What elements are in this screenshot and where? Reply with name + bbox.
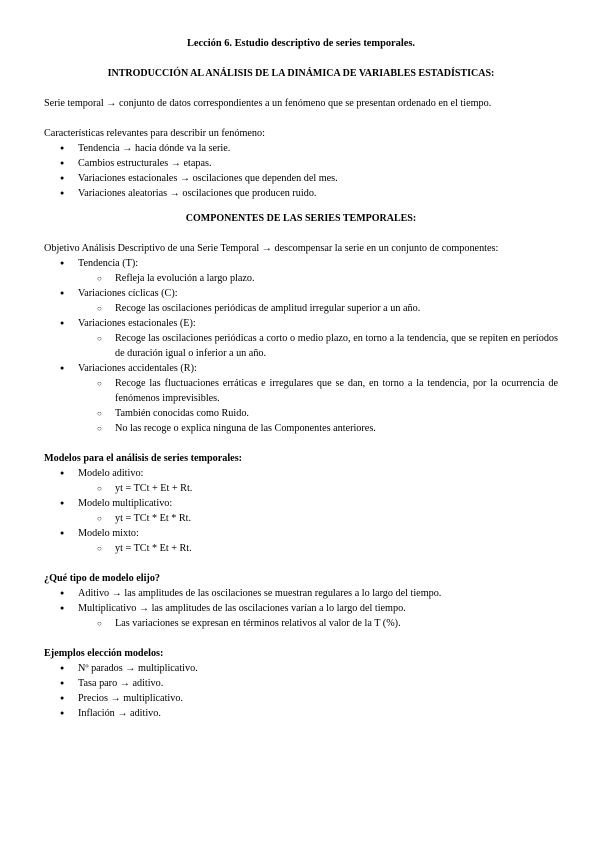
list-item: ● Variaciones estacionales → oscilaciones que dependen del mes.: [44, 171, 558, 186]
sub-list-item: ○ Recoge las oscilaciones periódicas de amplitud irregular superior a un año.: [44, 301, 558, 316]
components-list: [44, 256, 558, 436]
list-item: ● Aditivo → las amplitudes de las oscilaciones se muestran regulares a lo largo del tiempo.: [44, 586, 558, 601]
list-item: ● Nº parados → multiplicativo.: [44, 661, 558, 676]
features-lead: Características relevantes para describir un fenómeno:: [44, 128, 265, 139]
features-list: [44, 141, 558, 201]
choice-list: [44, 586, 558, 631]
sub-list-item: ○ No las recoge o explica ninguna de las Componentes anteriores.: [44, 421, 558, 436]
models-heading: Modelos para el análisis de series temporales:: [44, 453, 243, 464]
intro-paragraph: Serie temporal → conjunto de datos correspondientes a un fenómeno que se presentan ordenado en el tiempo.: [44, 98, 492, 109]
list-item: ● Tendencia (T):: [44, 256, 558, 271]
list-item: ● Precios → multiplicativo.: [44, 691, 558, 706]
list-item: ● Inflación → aditivo.: [44, 706, 558, 721]
intro-heading: INTRODUCCIÓN AL ANÁLISIS DE LA DINÁMICA DE VARIABLES ESTADÍSTICAS:: [107, 68, 495, 79]
sub-list-item: ○ Recoge las fluctuaciones erráticas e irregulares que se dan, en torno a la tendencia, por la ocurrencia de fenómenos imprevisibles.: [44, 376, 558, 406]
models-list: [44, 466, 558, 556]
components-lead: Objetivo Análisis Descriptivo de una Serie Temporal → descompensar la serie en un conjunto de componentes:: [44, 243, 499, 254]
components-heading: COMPONENTES DE LAS SERIES TEMPORALES:: [185, 213, 417, 224]
examples-list: [44, 661, 558, 721]
list-item: ● Variaciones accidentales (R):: [44, 361, 558, 376]
list-item: ● Tendencia → hacia dónde va la serie.: [44, 141, 558, 156]
list-item: ● Modelo aditivo:: [44, 466, 558, 481]
list-item: ● Tasa paro → aditivo.: [44, 676, 558, 691]
list-item: ● Modelo multiplicativo:: [44, 496, 558, 511]
document-page: [44, 36, 558, 721]
document-title: Lección 6. Estudio descriptivo de series temporales.: [187, 38, 415, 49]
list-item: ● Modelo mixto:: [44, 526, 558, 541]
sub-list-item: ○ Las variaciones se expresan en términos relativos al valor de la T (%).: [44, 616, 558, 631]
list-item: ● Multiplicativo → las amplitudes de las oscilaciones varían a lo largo del tiempo.: [44, 601, 558, 616]
formula-item: ○ yt = TCt * Et + Rt.: [44, 541, 558, 556]
list-item: ● Cambios estructurales → etapas.: [44, 156, 558, 171]
sub-list-item: ○ También conocidas como Ruido.: [44, 406, 558, 421]
list-item: ● Variaciones estacionales (E):: [44, 316, 558, 331]
sub-list-item: ○ Recoge las oscilaciones periódicas a corto o medio plazo, en torno a la tendencia, que se repiten en períodos de duración igual o inferior a un año.: [44, 331, 558, 361]
list-item: ● Variaciones cíclicas (C):: [44, 286, 558, 301]
formula-item: ○ yt = TCt + Et + Rt.: [44, 481, 558, 496]
examples-heading: Ejemplos elección modelos:: [44, 648, 164, 659]
choice-heading: ¿Qué tipo de modelo elijo?: [44, 573, 161, 584]
formula-item: ○ yt = TCt * Et * Rt.: [44, 511, 558, 526]
list-item: ● Variaciones aleatorias → oscilaciones que producen ruido.: [44, 186, 558, 201]
sub-list-item: ○ Refleja la evolución a largo plazo.: [44, 271, 558, 286]
